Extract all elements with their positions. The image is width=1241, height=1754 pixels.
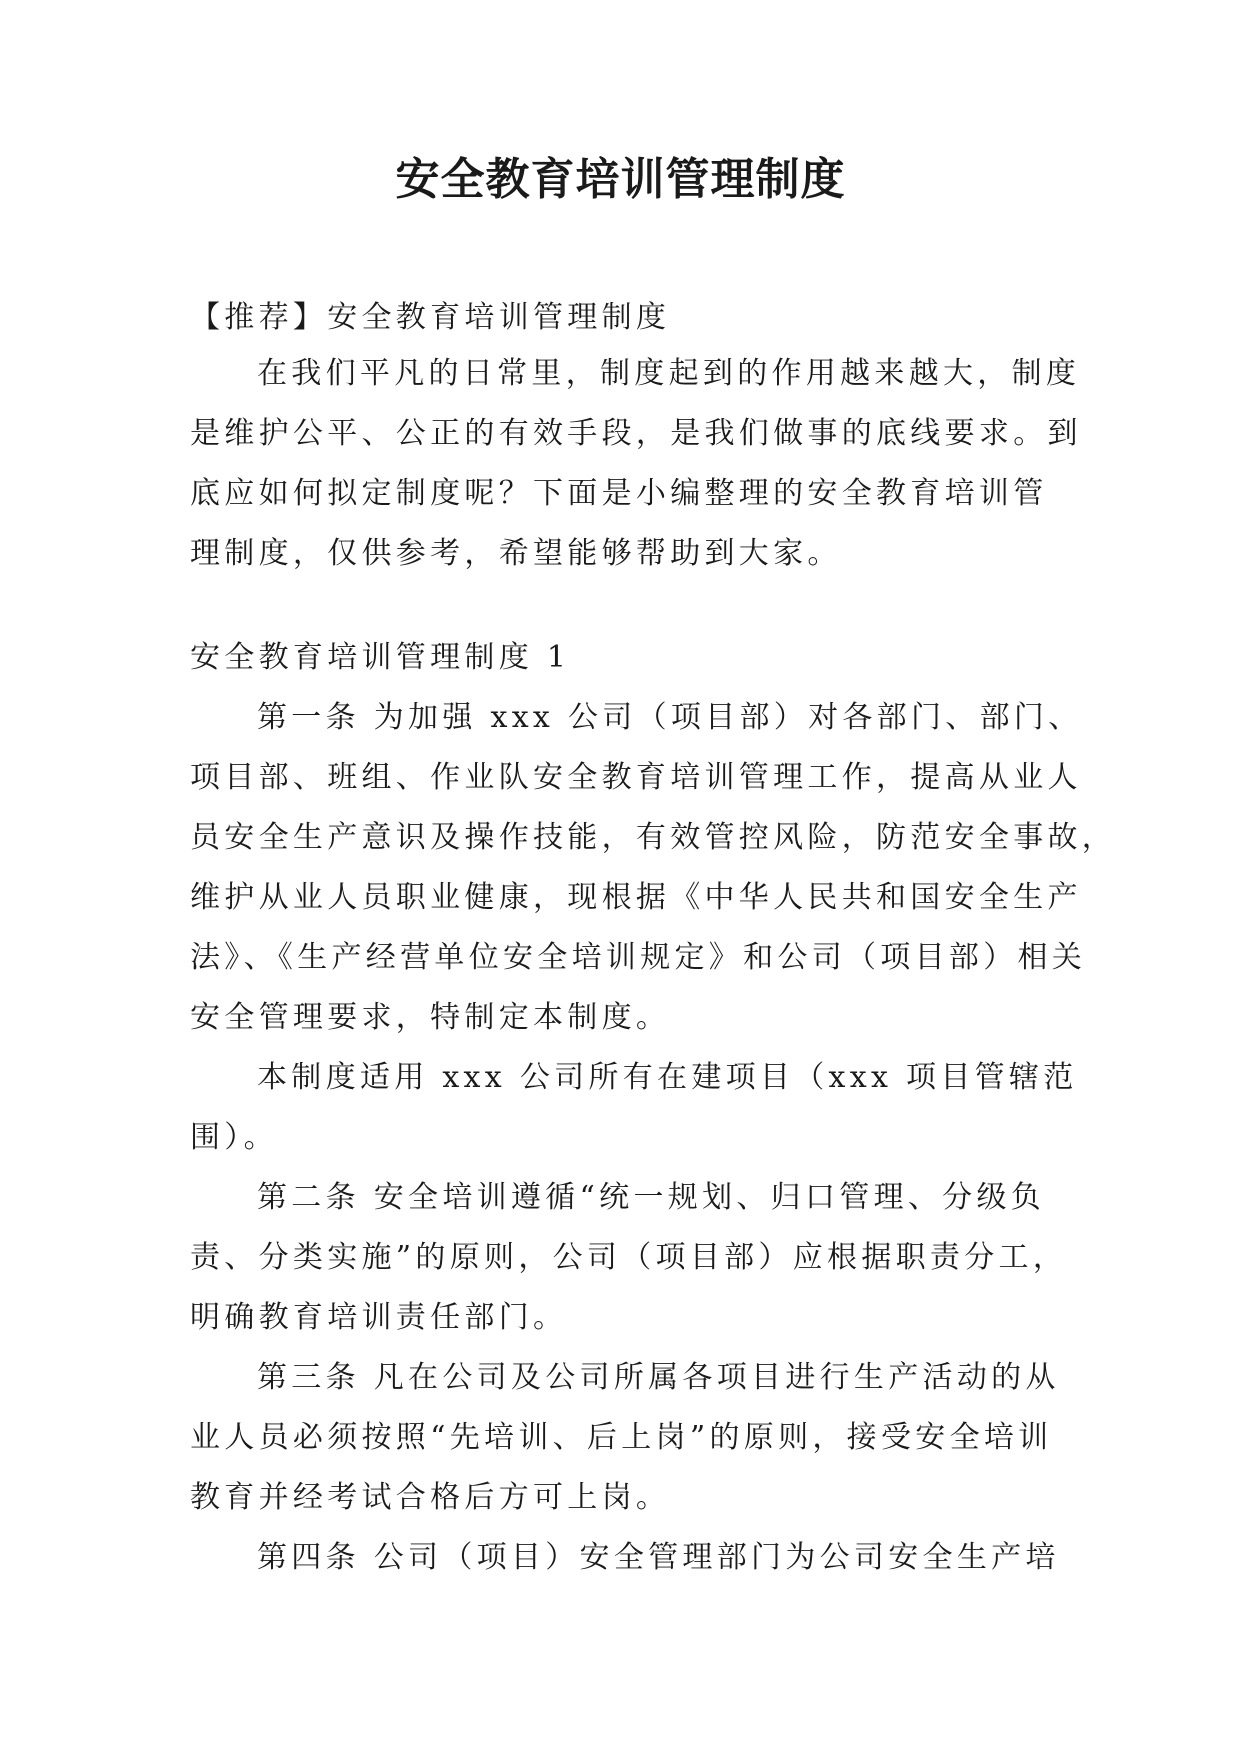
intro-line: 理制度，仅供参考，希望能够帮助到大家。 xyxy=(190,536,842,571)
article-line: 本制度适用 xxx 公司所有在建项目（xxx 项目管辖范 xyxy=(257,1060,1078,1095)
article-line: 员安全生产意识及操作技能，有效管控风险，防范安全事故， xyxy=(190,820,1117,855)
article-line: 第一条 为加强 xxx 公司（项目部）对各部门、部门、 xyxy=(257,700,1083,735)
article-line: 项目部、班组、作业队安全教育培训管理工作，提高从业人 xyxy=(190,760,1082,795)
intro-line: 在我们平凡的日常里，制度起到的作用越来越大，制度 xyxy=(257,356,1081,391)
intro-line: 是维护公平、公正的有效手段，是我们做事的底线要求。到 xyxy=(190,416,1082,451)
article-line: 第三条 凡在公司及公司所属各项目进行生产活动的从 xyxy=(257,1360,1060,1395)
document-title: 安全教育培训管理制度 xyxy=(395,154,846,205)
intro-paragraph xyxy=(190,344,1082,584)
recommend-line: 【推荐】安全教育培训管理制度 xyxy=(190,300,671,335)
section-heading-block xyxy=(190,628,1050,688)
article-line: 教育并经考试合格后方可上岗。 xyxy=(190,1480,671,1515)
section-heading: 安全教育培训管理制度 1 xyxy=(190,640,571,675)
intro-line: 底应如何拟定制度呢？下面是小编整理的安全教育培训管 xyxy=(190,476,1048,511)
article-line: 围）。 xyxy=(190,1120,278,1155)
article-line: 第二条 安全培训遵循“统一规划、归口管理、分级负 xyxy=(257,1180,1046,1215)
recommend-line-block xyxy=(190,288,1050,348)
article-line: 维护从业人员职业健康，现根据《中华人民共和国安全生产 xyxy=(190,880,1082,915)
article-line: 安全管理要求，特制定本制度。 xyxy=(190,1000,671,1035)
article-line: 第四条 公司（项目）安全管理部门为公司安全生产培 xyxy=(257,1540,1060,1575)
articles-body xyxy=(190,688,1117,1588)
article-line: 法》、《生产经营单位安全培训规定》和公司（项目部）相关 xyxy=(190,940,1087,975)
article-line: 明确教育培训责任部门。 xyxy=(190,1300,568,1335)
article-line: 业人员必须按照“先培训、后上岗”的原则，接受安全培训 xyxy=(190,1420,1053,1455)
article-line: 责、分类实施”的原则，公司（项目部）应根据职责分工， xyxy=(190,1240,1068,1275)
